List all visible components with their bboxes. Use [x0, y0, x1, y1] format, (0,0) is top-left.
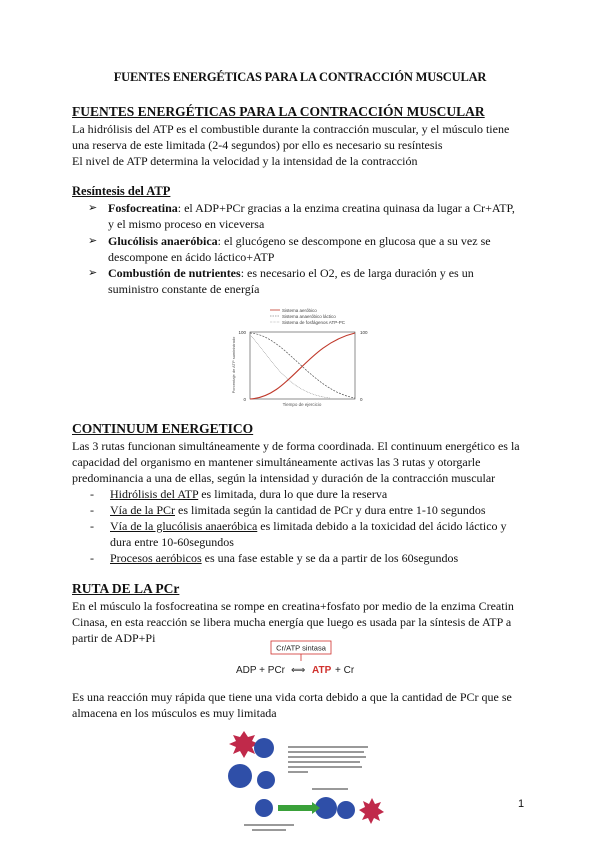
- list-item-text: : es necesario el O2, es de larga duración y es un: [240, 266, 474, 280]
- intro-line: La hidrólisis del ATP es el combustible durante la contracción muscular, y el músculo tiene: [72, 122, 510, 136]
- arrow-bullet-icon: ➢: [88, 235, 98, 247]
- list-item-text: es una fase estable y se da a partir de los 60segundos: [201, 551, 459, 565]
- energy-systems-figure: [230, 305, 375, 408]
- main-title: FUENTES ENERGÉTICAS PARA LA CONTRACCIÓN MUSCULAR: [113, 70, 487, 84]
- list-item-term: Fosfocreatina: [108, 201, 178, 215]
- resintesis-heading: Resíntesis del ATP: [72, 184, 171, 198]
- enzyme-label: Cr/ATP sintasa: [276, 643, 326, 653]
- continuum-line: Las 3 rutas funcionan simultáneamente y de forma coordinada. El continuum energético es la: [72, 439, 520, 453]
- pcr-equation: [234, 637, 369, 681]
- legend-atp-pc: Sistema de fosfágenos ATP-PC: [282, 320, 345, 325]
- y-tick-0: 0: [243, 397, 246, 402]
- y-tick-100: 100: [238, 330, 246, 335]
- continuum-line: capacidad del organismo en mantener simultáneamente activas las 3 rutas y otorgarle: [72, 455, 481, 469]
- list-item-text: descompone en ácido láctico+ATP: [108, 250, 275, 264]
- list-item-text: es limitada, dura lo que dure la reserva: [198, 487, 388, 501]
- list-item-text: y el mismo proceso en viceversa: [108, 217, 265, 231]
- intro-line: El nivel de ATP determina la velocidad y la intensidad de la contracción: [72, 154, 418, 168]
- molecule-node: [228, 764, 252, 788]
- y2-tick-100: 100: [360, 330, 368, 335]
- ruta-line: En el músculo la fosfocreatina se rompe en creatina+fosfato por medio de la enzima Creatin: [72, 599, 514, 613]
- molecule-node: [254, 738, 274, 758]
- list-item: [88, 200, 528, 232]
- continuum-line: predominancia a una de ellas, según la intensidad y duración de la contracción muscular: [72, 471, 496, 485]
- list-item-text: : el ADP+PCr gracias a la enzima creatina quinasa da lugar a Cr+ATP,: [177, 201, 515, 215]
- ruta-line: almacena en los músculos es muy limitada: [72, 706, 277, 720]
- list-item: [90, 550, 528, 566]
- y2-tick-0: 0: [360, 397, 363, 402]
- intro-line: una reserva de este limitada (2-4 segundos) por ello es necesario su resíntesis: [72, 138, 443, 152]
- continuum-paragraph: [72, 438, 528, 486]
- ruta-line: Es una reacción muy rápida que tiene una vida corta debido a que la cantidad de PCr que se: [72, 690, 512, 704]
- molecule-node: [257, 771, 275, 789]
- dash-bullet: -: [90, 551, 94, 565]
- section-heading-fuentes: FUENTES ENERGÉTICAS PARA LA CONTRACCIÓN MUSCULAR: [72, 104, 485, 119]
- list-item-underlined: Vía de la PCr: [110, 503, 175, 517]
- equation-arrow: ⟺: [291, 665, 306, 676]
- list-item-text: es limitada debido a la toxicidad del ácido láctico y: [257, 519, 507, 533]
- list-item-term: Glucólisis anaeróbica: [108, 234, 218, 248]
- dash-bullet: -: [90, 503, 94, 517]
- ruta-line: Cinasa, en esta reacción se libera mucha energía que luego es usada par la síntesis de ATP a: [72, 615, 512, 629]
- list-item-text: es limitada según la cantidad de PCr y dura entre 1-10 segundos: [175, 503, 486, 517]
- ruta-pcr-heading: RUTA DE LA PCr: [72, 581, 180, 596]
- list-item: [88, 233, 528, 265]
- list-item: [90, 518, 528, 550]
- list-item-underlined: Procesos aeróbicos: [110, 551, 202, 565]
- list-item-text: : el glucógeno se descompone en glucosa que a su vez se: [217, 234, 491, 248]
- list-item-underlined: Vía de la glucólisis anaeróbica: [110, 519, 258, 533]
- legend-lactic: Sistema anaeróbico láctico: [282, 314, 336, 319]
- arrow-bullet-icon: ➢: [88, 267, 98, 279]
- page-number: 1: [518, 798, 525, 810]
- molecule-node: [255, 799, 273, 817]
- list-item: [90, 502, 528, 518]
- molecule-node: [337, 801, 355, 819]
- list-item-term: Combustión de nutrientes: [108, 266, 241, 280]
- dash-bullet: -: [90, 487, 94, 501]
- list-item: [90, 486, 528, 502]
- list-item-text: dura entre 10-60segundos: [110, 535, 234, 549]
- list-item: [88, 265, 528, 297]
- equation-reactants: ADP + PCr: [236, 665, 285, 676]
- pcr-pathway-diagram: [226, 728, 386, 838]
- intro-paragraph: [72, 121, 528, 169]
- list-item-text: suministro constante de energía: [108, 282, 260, 296]
- dash-bullet: -: [90, 519, 94, 533]
- ruta-line: partir de ADP+Pi: [72, 631, 156, 645]
- list-item-underlined: Hidrólisis del ATP: [110, 487, 199, 501]
- x-axis-label: Tiempo de ejercicio: [282, 402, 322, 407]
- y-axis-label: Porcentaje de ATP suministrado: [231, 336, 236, 394]
- ruta-pcr-paragraph-2: [72, 689, 528, 721]
- legend-aerobic: Sistema aeróbico: [282, 308, 317, 313]
- arrow-bullet-icon: ➢: [88, 202, 98, 214]
- equation-product-atp: ATP: [312, 665, 332, 676]
- continuum-heading: CONTINUUM ENERGETICO: [72, 421, 254, 436]
- equation-product-cr: + Cr: [335, 665, 355, 676]
